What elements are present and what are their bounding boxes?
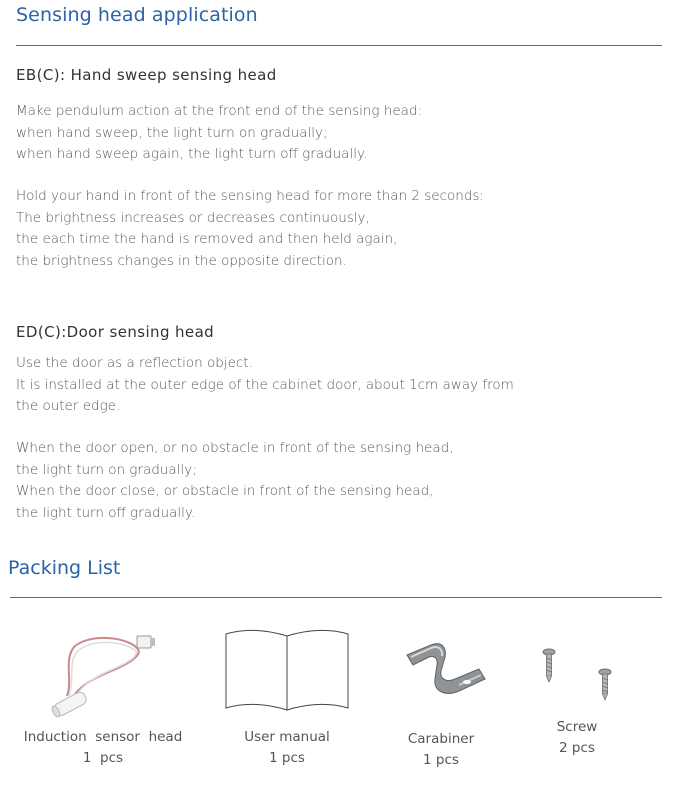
packing-item-user-manual — [227, 727, 347, 769]
item-name: User manual — [244, 729, 330, 745]
text-line: When the door close, or obstacle in front of the sensing head, — [16, 483, 434, 499]
paragraph-eb-1 — [16, 101, 422, 166]
packing-item-sensor-head — [14, 727, 192, 769]
item-name: Induction sensor head — [23, 729, 183, 745]
section-title-packing: Packing List — [8, 557, 121, 579]
text-line: the each time the hand is removed and then held again, — [16, 231, 398, 247]
item-qty: 1 pcs — [423, 752, 459, 768]
heading-ed: ED(C):Door sensing head — [16, 323, 215, 341]
sensor-head-icon — [45, 628, 165, 718]
section-title-sensing: Sensing head application — [16, 4, 258, 26]
text-line: When the door open, or no obstacle in front of the sensing head, — [16, 440, 454, 456]
item-name: Carabiner — [407, 731, 475, 747]
item-qty: 1 pcs — [269, 750, 305, 766]
carabiner-icon — [401, 635, 489, 697]
text-line: when hand sweep again, the light turn off gradually. — [16, 146, 368, 162]
text-line: Use the door as a reflection object. — [16, 355, 253, 371]
heading-eb: EB(C): Hand sweep sensing head — [16, 66, 277, 84]
text-line: Hold your hand in front of the sensing head for more than 2 seconds: — [16, 188, 484, 204]
text-line: when hand sweep, the light turn on gradually; — [16, 124, 328, 141]
packing-item-carabiner — [386, 729, 496, 771]
text-line: the outer edge. — [16, 398, 121, 414]
divider-top — [16, 45, 662, 46]
text-line: It is installed at the outer edge of the cabinet door, about 1cm away from — [16, 376, 514, 393]
manual-icon — [224, 630, 350, 714]
divider-packing — [10, 597, 662, 598]
text-line: the brightness changes in the opposite direction. — [16, 252, 347, 269]
text-line: The brightness increases or decreases continuously, — [16, 209, 370, 226]
paragraph-ed-1 — [16, 353, 514, 418]
paragraph-ed-2 — [16, 438, 454, 524]
item-qty: 2 pcs — [559, 740, 595, 756]
text-line: the light turn off gradually. — [16, 504, 196, 521]
text-line: the light turn on gradually; — [16, 461, 197, 478]
paragraph-eb-2 — [16, 186, 484, 272]
screw-icon — [537, 648, 617, 700]
item-name: Screw — [556, 719, 598, 735]
text-line: Make pendulum action at the front end of the sensing head: — [16, 103, 423, 119]
item-qty: 1 pcs — [82, 750, 124, 766]
packing-item-screw — [527, 717, 627, 759]
